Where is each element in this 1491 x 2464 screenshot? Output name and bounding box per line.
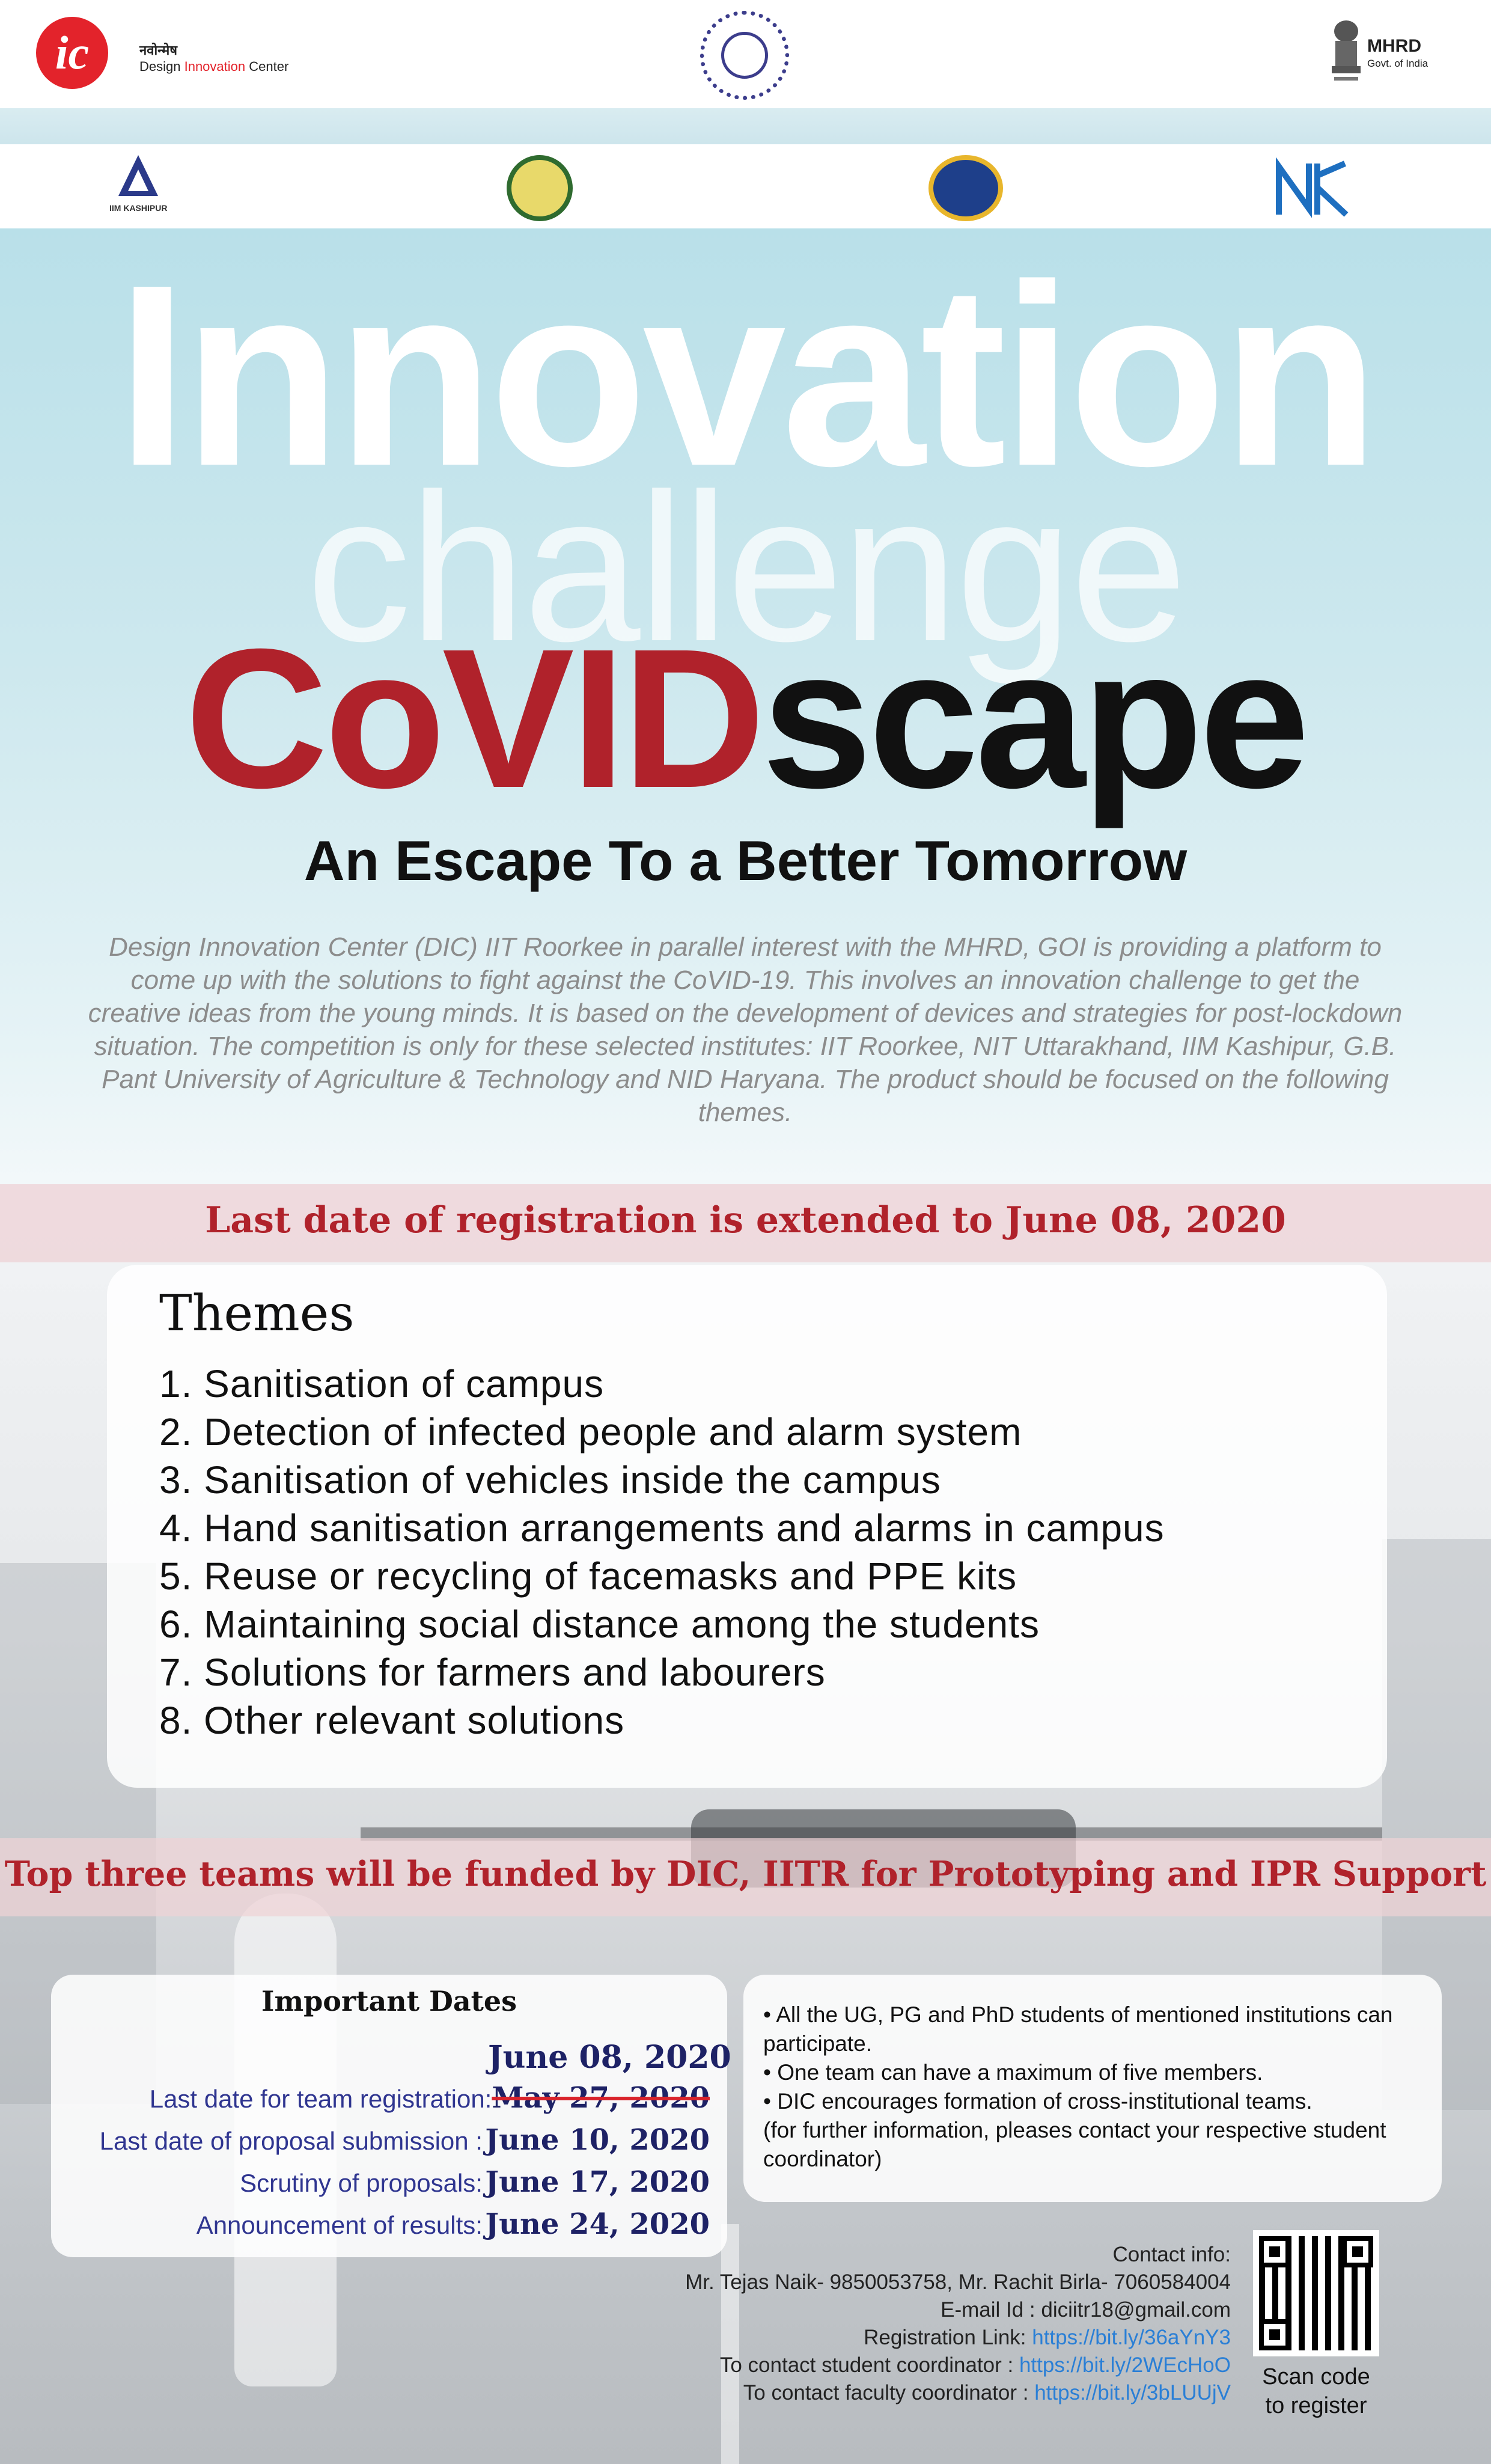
nid-haryana-logo (1273, 157, 1352, 220)
qr-caption-line-2: to register (1265, 2393, 1367, 2418)
registration-old-date: May 27, 2020 (492, 2081, 710, 2115)
theme-item: 8. Other relevant solutions (159, 1699, 625, 1742)
qr-code-pattern (1259, 2236, 1373, 2350)
dic-name-highlight: Innovation (184, 59, 246, 74)
date-row-results (197, 2207, 710, 2241)
registration-label: Last date for team registration: (149, 2085, 492, 2113)
nit-uttarakhand-logo (928, 155, 1003, 221)
funding-banner: Top three teams will be funded by DIC, IITR for Prototyping and IPR Support (4, 1854, 1487, 1894)
partner-logo-bar (0, 144, 1491, 228)
theme-item: 3. Sanitisation of vehicles inside the campus (159, 1458, 941, 1502)
qr-caption (1241, 2362, 1391, 2420)
date-row-scrutiny (240, 2165, 710, 2199)
registration-qr-code[interactable] (1253, 2230, 1379, 2356)
student-coordinator-label: To contact student coordinator : (719, 2353, 1019, 2377)
qr-caption-line-1: Scan code (1262, 2364, 1370, 2389)
title-covid: CoVID (184, 607, 762, 829)
iim-kashipur-name: IIM KASHIPUR (109, 203, 168, 213)
proposal-date: June 10, 2020 (485, 2123, 710, 2157)
hero-word-innovation: Innovation (116, 231, 1375, 520)
registration-link[interactable]: https://bit.ly/36aYnY3 (1032, 2326, 1231, 2349)
registration-link-label: Registration Link: (864, 2326, 1032, 2349)
iim-kashipur-logo (117, 154, 159, 202)
eligibility-item: • One team can have a maximum of five members. (763, 2060, 1263, 2085)
title-scape: scape (761, 607, 1307, 829)
faculty-coordinator-label: To contact faculty coordinator : (743, 2381, 1035, 2404)
theme-item: 5. Reuse or recycling of facemasks and PPE kits (159, 1555, 1017, 1598)
important-dates-title: Important Dates (261, 1985, 517, 2017)
faculty-coordinator-row (685, 2379, 1231, 2407)
contact-info (685, 2241, 1231, 2407)
deadline-banner: Last date of registration is extended to June 08, 2020 (205, 1199, 1286, 1241)
themes-list (159, 1360, 1373, 1744)
mhrd-name: MHRD (1367, 36, 1421, 56)
qr-finder-pattern (1342, 2236, 1373, 2267)
national-emblem-icon (1327, 18, 1365, 90)
contact-phones: Mr. Tejas Naik- 9850053758, Mr. Rachit Birla- 7060584004 (685, 2270, 1231, 2294)
dic-name-prefix: Design (139, 59, 184, 74)
contact-email: E-mail Id : diciitr18@gmail.com (941, 2298, 1231, 2322)
faculty-coordinator-link[interactable]: https://bit.ly/3bLUUjV (1034, 2381, 1231, 2404)
theme-item: 2. Detection of infected people and alarm system (159, 1410, 1022, 1454)
themes-title: Themes (159, 1285, 355, 1342)
date-row-proposal (100, 2123, 710, 2157)
registration-new-date: June 08, 2020 (488, 2039, 731, 2076)
proposal-label: Last date of proposal submission : (99, 2127, 483, 2155)
eligibility-item: (for further information, pleases contact your respective student coordinator) (763, 2118, 1386, 2171)
scrutiny-label: Scrutiny of proposals: (240, 2169, 483, 2197)
theme-item: 7. Solutions for farmers and labourers (159, 1651, 826, 1694)
mhrd-subtitle: Govt. of India (1367, 58, 1428, 69)
scrutiny-date: June 17, 2020 (485, 2165, 710, 2199)
header-divider-strip (0, 108, 1491, 144)
dic-name (139, 59, 288, 75)
qr-finder-pattern (1259, 2319, 1290, 2350)
qr-finder-pattern (1259, 2236, 1290, 2267)
eligibility-item: • DIC encourages formation of cross-institutional teams. (763, 2089, 1313, 2114)
eligibility-item: • All the UG, PG and PhD students of mentioned institutions can participate. (763, 2002, 1393, 2056)
iit-roorkee-seal-logo (700, 11, 789, 100)
results-date: June 24, 2020 (485, 2207, 710, 2241)
event-title (0, 607, 1491, 829)
dic-hindi-name: नवोन्मेष (139, 43, 178, 58)
results-label: Announcement of results: (196, 2211, 483, 2239)
student-coordinator-link[interactable]: https://bit.ly/2WEcHoO (1019, 2353, 1231, 2377)
dic-name-suffix: Center (245, 59, 289, 74)
theme-item: 4. Hand sanitisation arrangements and alarms in campus (159, 1506, 1165, 1550)
date-row-registration (150, 2081, 710, 2115)
eligibility-list (763, 2001, 1430, 2174)
registration-link-row (685, 2324, 1231, 2352)
hero-word-challenge: challenge (306, 450, 1185, 685)
event-tagline: An Escape To a Better Tomorrow (303, 829, 1188, 892)
theme-item: 6. Maintaining social distance among the students (159, 1603, 1040, 1646)
theme-item: 1. Sanitisation of campus (159, 1362, 605, 1405)
gb-pant-university-logo (507, 155, 573, 221)
intro-paragraph: Design Innovation Center (DIC) IIT Roorkee in parallel interest with the MHRD, GOI is providing a platform to come up with the solutions to fight against the CoVID-19. This involves an innovation challenge to get the creative ideas from the young minds. It is based on the development of devices and strategies for post-lockdown situation. The competition is only for these selected institutes: IIT Roorkee, NIT Uttarakhand, IIM Kashipur, G.B. Pant University of Agriculture & Technology and NID Haryana. The product should be focused on the following themes. (88, 932, 1403, 1127)
student-coordinator-row (685, 2352, 1231, 2379)
dic-logo: ic (36, 17, 108, 89)
contact-heading: Contact info: (1112, 2243, 1231, 2266)
